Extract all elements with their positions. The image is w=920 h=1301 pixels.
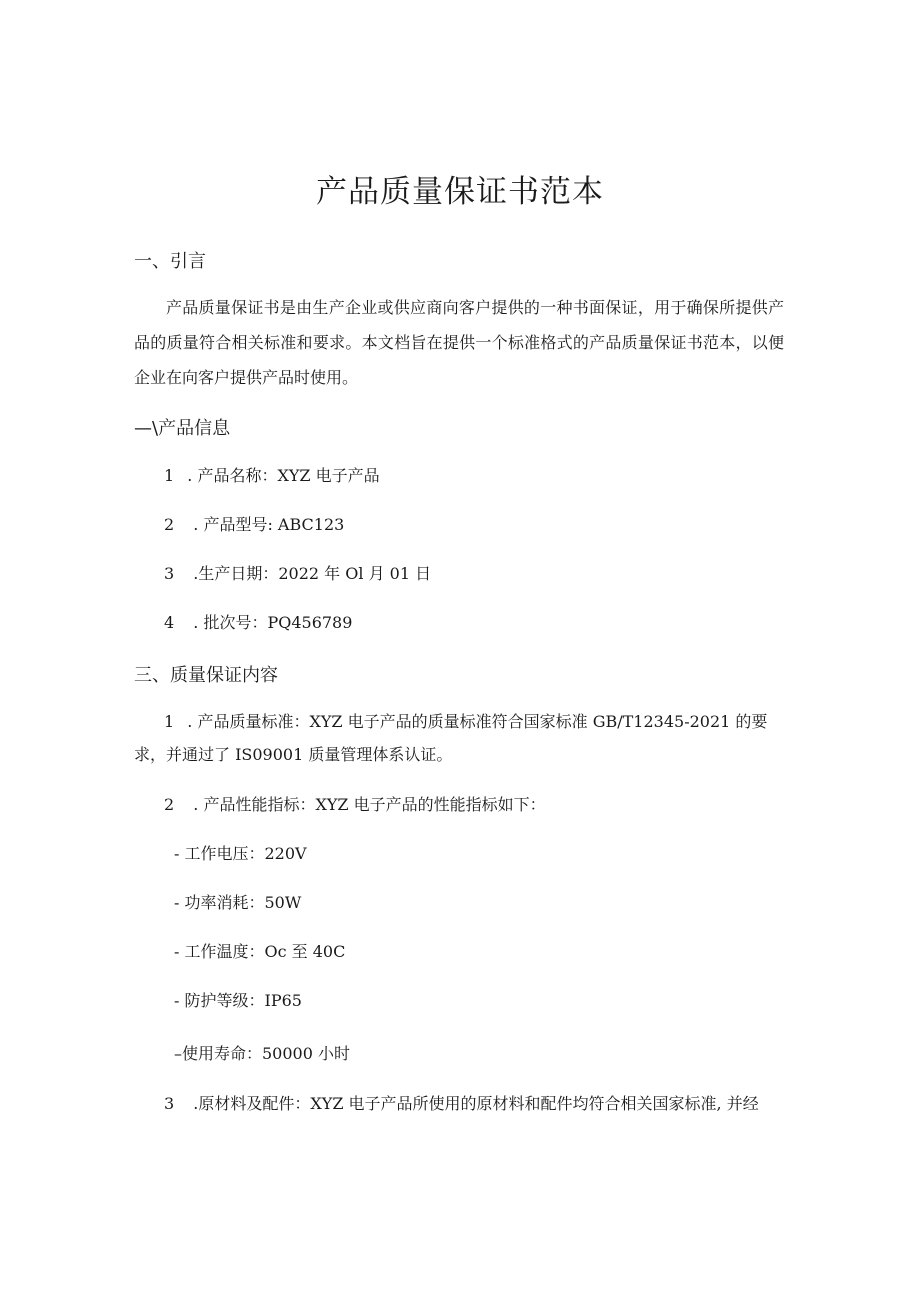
spec-item: - 工作温度：Oc 至 40C — [174, 942, 346, 961]
item-number: 2 — [164, 795, 175, 814]
item-number: 4 — [164, 613, 175, 632]
section-heading-quality-assurance: 三、质量保证内容 — [134, 665, 278, 686]
section-heading-introduction: 一、引言 — [134, 251, 206, 272]
spec-item: - 防护等级：IP65 — [174, 991, 302, 1010]
spec-item: –使用寿命：50000 小时 — [174, 1044, 350, 1063]
product-info-item — [164, 514, 344, 536]
document-title: 产品质量保证书范本 — [316, 174, 604, 210]
quality-item-standard-line1 — [164, 711, 767, 733]
item-number: 1 — [164, 466, 175, 485]
item-number: 3 — [164, 564, 175, 583]
item-text: .原材料及配件：XYZ 电子产品所使用的原材料和配件均符合相关国家标准, 并经 — [193, 1094, 759, 1113]
item-text: . 产品型号: ABC123 — [193, 515, 345, 534]
item-number: 2 — [164, 515, 175, 534]
quality-item-materials — [164, 1093, 759, 1115]
product-info-item — [164, 612, 352, 634]
quality-item-performance — [164, 794, 546, 816]
item-number: 1 — [164, 712, 175, 731]
spec-item: - 功率消耗：50W — [174, 893, 302, 912]
item-number: 3 — [164, 1094, 175, 1113]
quality-item-standard-line2: 求，并通过了 IS09001 质量管理体系认证。 — [134, 745, 453, 764]
item-text: . 产品质量标准：XYZ 电子产品的质量标准符合国家标准 GB/T12345-2021 的要 — [187, 712, 768, 731]
item-text: . 产品性能指标：XYZ 电子产品的性能指标如下： — [193, 795, 546, 814]
section-heading-product-info: —\产品信息 — [134, 418, 231, 439]
introduction-paragraph: 产品质量保证书是由生产企业或供应商向客户提供的一种书面保证，用于确保所提供产品的质量符合相关标准和要求。本文档旨在提供一个标准格式的产品质量保证书范本，以便企业在向客户提供产品时使用。 — [134, 298, 784, 387]
product-info-item — [164, 465, 380, 487]
item-text: . 批次号：PQ456789 — [193, 613, 353, 632]
spec-item: - 工作电压：220V — [174, 844, 307, 863]
item-text: . 产品名称：XYZ 电子产品 — [187, 466, 380, 485]
item-text: .生产日期：2022 年 Ol 月 01 日 — [193, 564, 432, 583]
product-info-item — [164, 563, 431, 585]
